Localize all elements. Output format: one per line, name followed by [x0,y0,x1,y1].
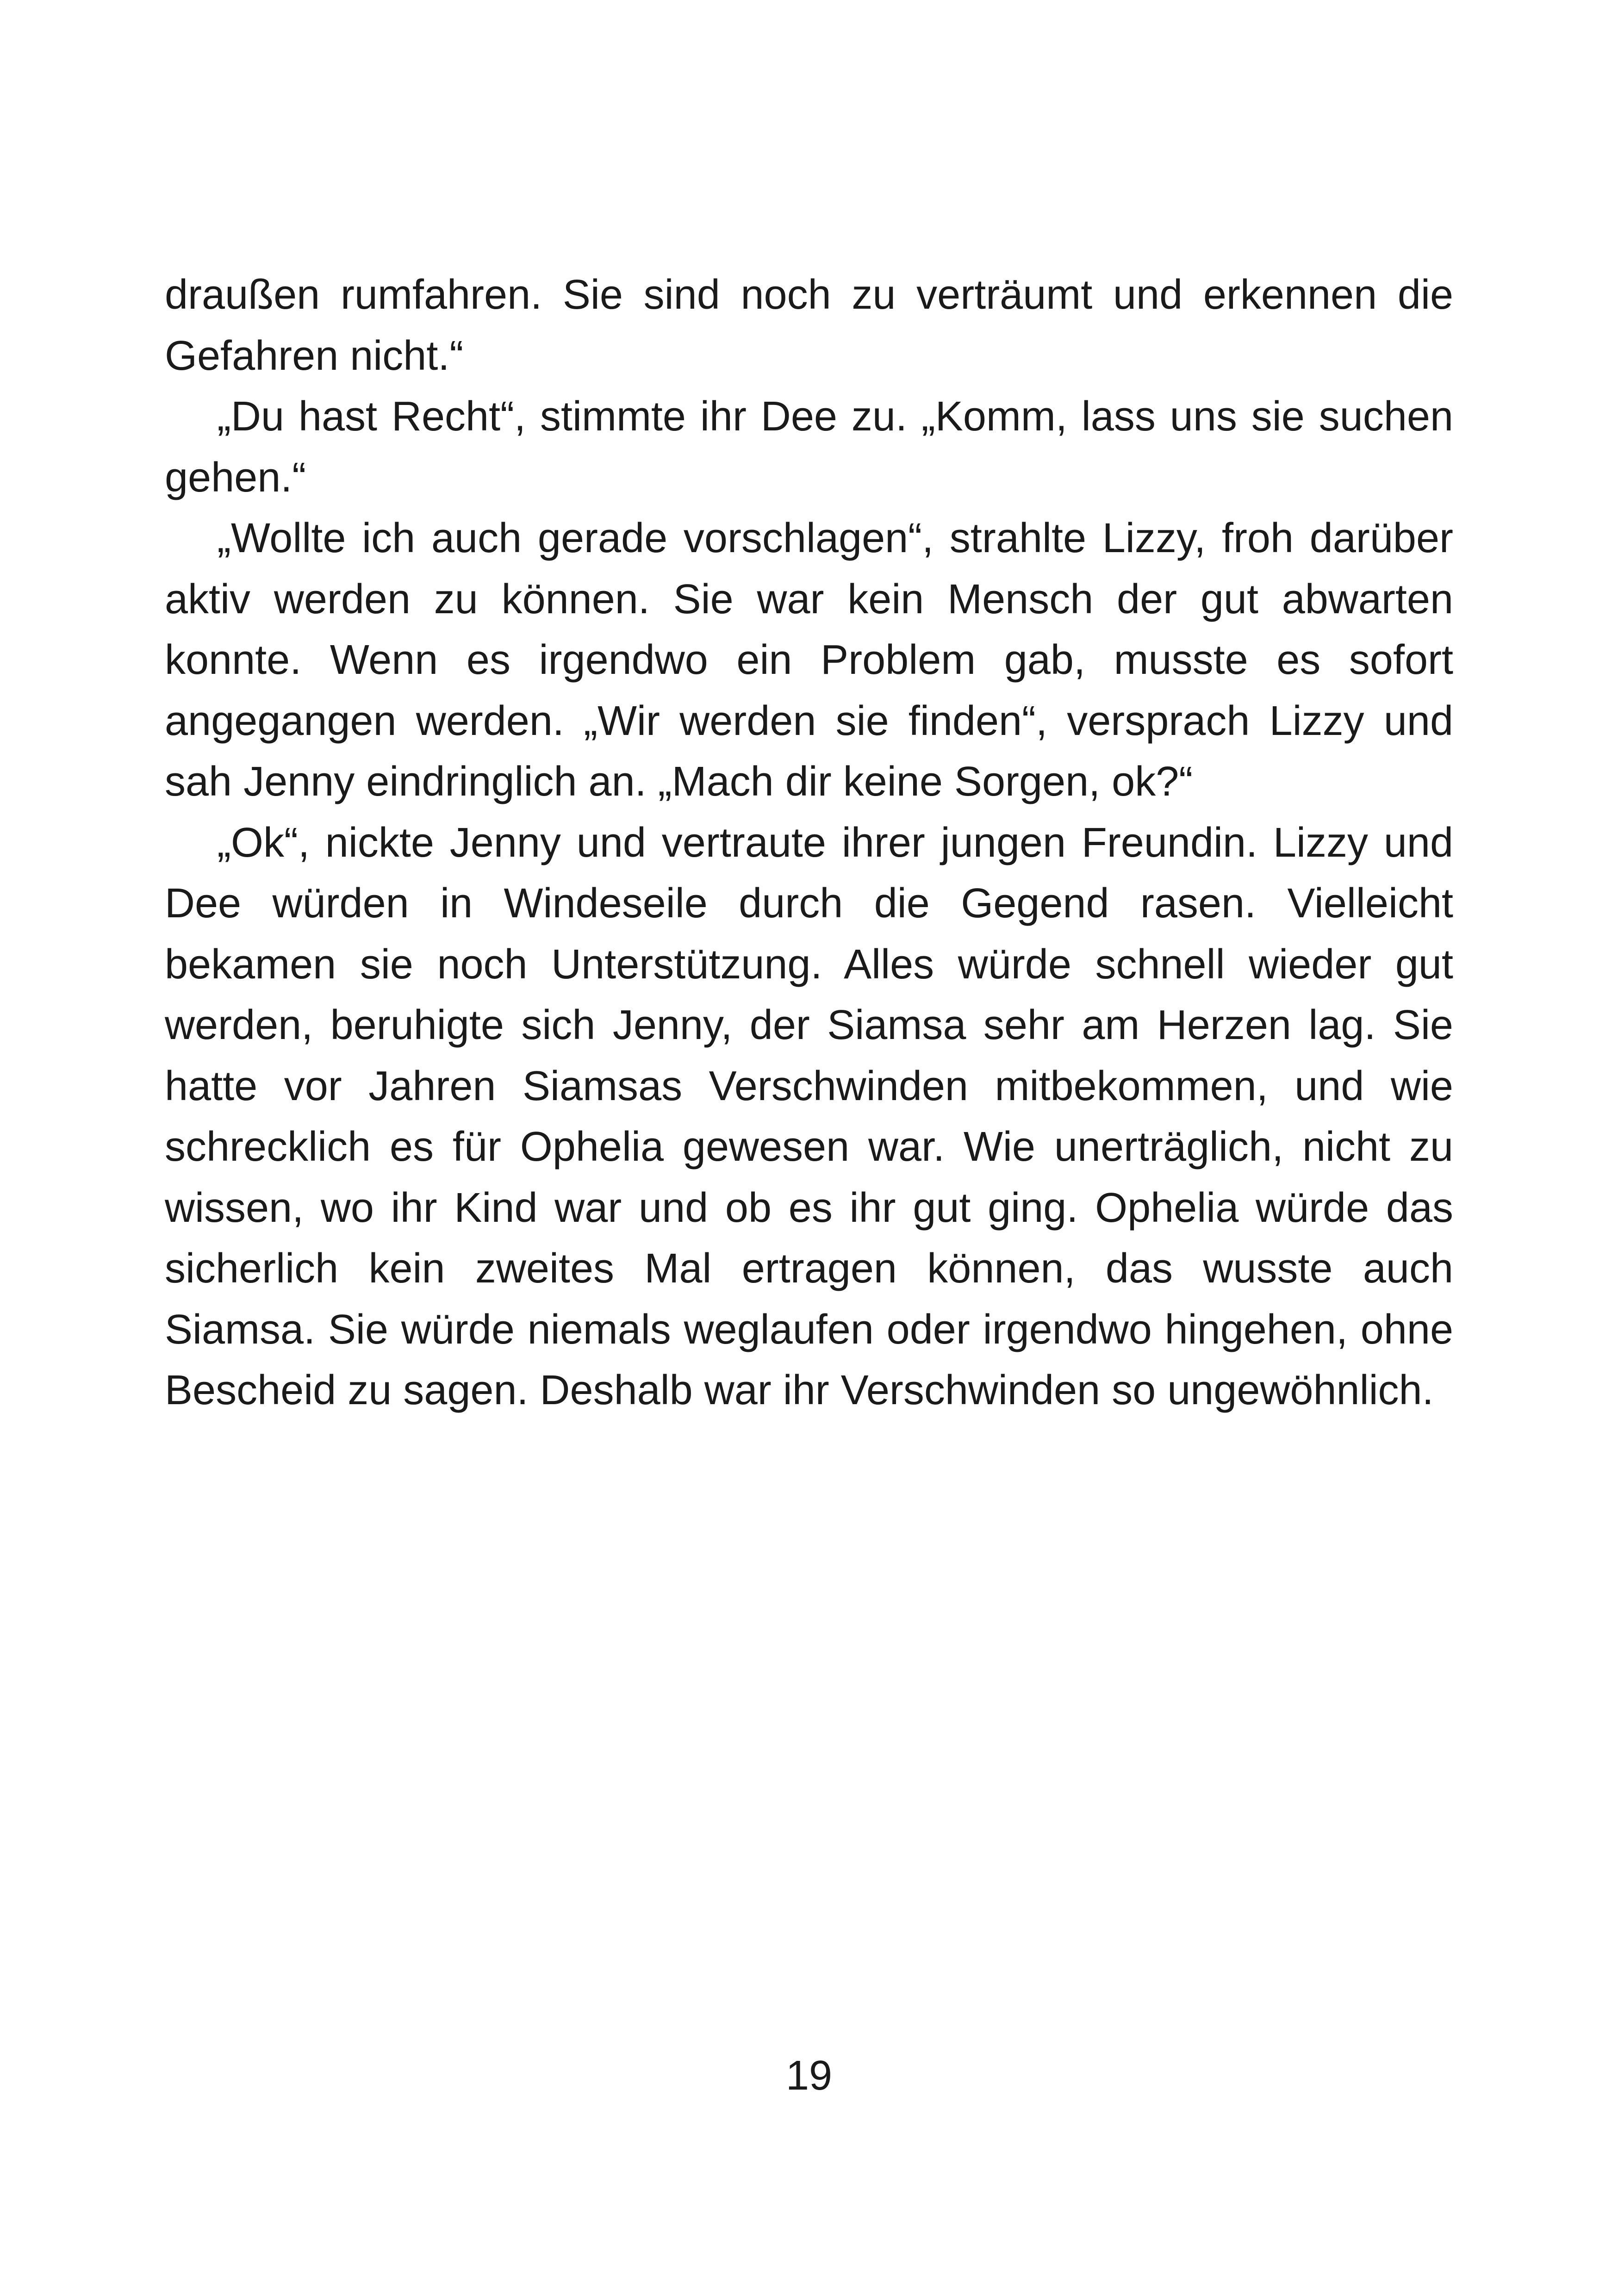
paragraph-3: „Wollte ich auch gerade vorschlagen“, strahlte Lizzy, froh darüber aktiv werden zu können. Sie war kein Mensch der gut abwarten konnte. Wenn es irgendwo ein Problem gab, musste es sofort angegangen werden. „Wir werden sie finden“, versprach Lizzy und sah Jenny eindringlich an. „Mach dir keine Sorgen, ok?“ [165,515,1453,805]
page-number: 19 [785,2053,833,2099]
paragraph-4: „Ok“, nickte Jenny und vertraute ihrer jungen Freundin. Lizzy und Dee würden in Windeseile durch die Gegend rasen. Vielleicht bekamen sie noch Unterstützung. Alles würde schnell wieder gut werden, beruhigte sich Jenny, der Siamsa sehr am Herzen lag. Sie hatte vor Jahren Siamsas Verschwinden mitbekommen, und wie schrecklich es für Ophelia gewesen war. Wie unerträglich, nicht zu wissen, wo ihr Kind war und ob es ihr gut ging. Ophelia würde das sicherlich kein zweites Mal ertragen können, das wusste auch Siamsa. Sie würde niemals weglaufen oder irgendwo hingehen, ohne Bescheid zu sagen. Deshalb war ihr Verschwinden so ungewöhnlich. [165,819,1453,1413]
paragraph-2: „Du hast Recht“, stimmte ihr Dee zu. „Komm, lass uns sie suchen gehen.“ [165,393,1453,501]
page-body [165,265,1453,1421]
paragraph-1: draußen rumfahren. Sie sind noch zu verträumt und erkennen die Gefahren nicht.“ [165,272,1453,379]
